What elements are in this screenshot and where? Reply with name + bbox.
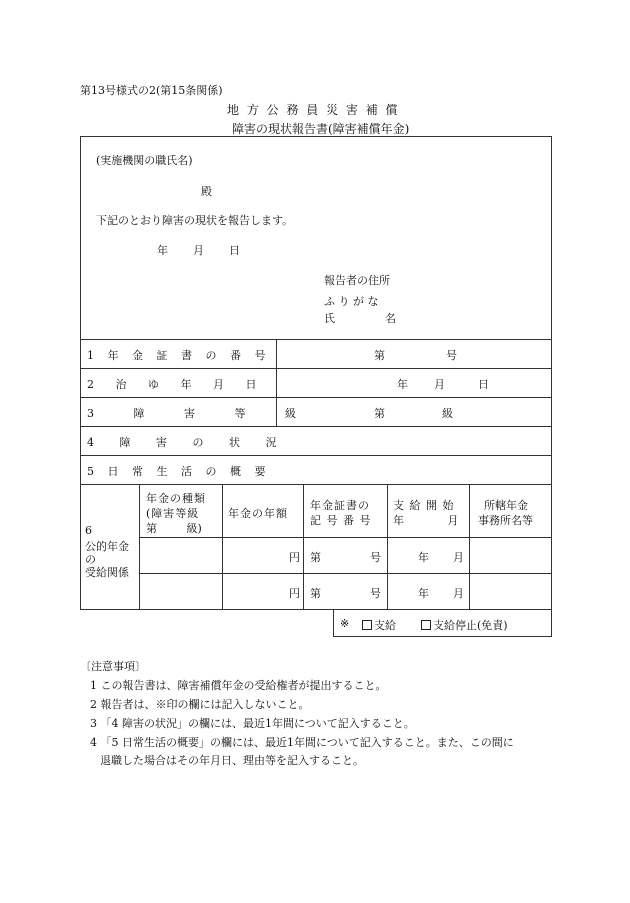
recipient-label: (実施機関の職氏名) <box>96 154 193 167</box>
pension-section-label-3: 受給関係 <box>85 566 129 579</box>
row2-month: 月 <box>434 378 445 391</box>
option-stop-label: 支給停止(免責) <box>433 619 508 632</box>
col-pension-type-3: 第 級) <box>146 522 202 535</box>
col-pension-type-2: (障害等級 <box>146 507 200 520</box>
row-b-dai: 第 <box>310 587 321 600</box>
statement-text: 下記のとおり障害の現状を報告します。 <box>96 214 294 227</box>
col-office-2: 事務所名等 <box>478 514 533 527</box>
col-cert-number-2: 記 号 番 号 <box>310 514 372 527</box>
row1-go: 号 <box>446 349 457 362</box>
row-b-yen: 円 <box>289 587 300 600</box>
row-a-year: 年 <box>418 551 429 564</box>
title-line2: 障害の現状報告書(障害補償年金) <box>232 122 410 136</box>
notes-heading: 〔注意事項〕 <box>80 660 146 673</box>
note-3: 3 「4 障害の状況」の欄には、最近1年間について記入すること。 <box>90 717 415 730</box>
row3-kyu: 級 <box>442 407 453 420</box>
pension-section-number: 6 <box>85 524 92 537</box>
row-b-go: 号 <box>370 587 381 600</box>
row1-dai: 第 <box>374 349 385 362</box>
option-pay-label: 支給 <box>374 619 396 632</box>
report-date-day: 日 <box>229 244 240 257</box>
row-a-dai: 第 <box>310 551 321 564</box>
furigana-label: ふ り が な <box>324 295 379 308</box>
col-pension-type-1: 年金の種類 <box>146 492 206 505</box>
note-4b: 退職した場合はその年月日、理由等を記入すること。 <box>100 754 364 767</box>
row5-label: 5 日 常 生 活 の 概 要 <box>87 465 266 478</box>
option-pay[interactable] <box>362 617 396 633</box>
row2-year: 年 <box>397 378 408 391</box>
col-cert-number-1: 年金証書の <box>310 499 370 512</box>
row1-label: 1 年 金 証 書 の 番 号 <box>87 349 271 362</box>
name-label-mei: 名 <box>385 312 396 325</box>
form-number: 第13号様式の2(第15条関係) <box>80 84 223 97</box>
checkbox-stop[interactable] <box>421 620 431 630</box>
row2-day: 日 <box>478 378 489 391</box>
official-use-mark: ※ <box>340 617 350 630</box>
pension-section-label-2: の <box>85 553 96 566</box>
name-label-shi: 氏 <box>324 312 335 325</box>
col-payment-start-2: 年 月 <box>393 514 459 527</box>
pension-section-label-1: 公的年金 <box>85 540 129 553</box>
note-2: 2 報告者は、※印の欄には記入しないこと。 <box>90 698 310 711</box>
col-pension-amount: 年金の年額 <box>228 507 288 520</box>
option-stop[interactable] <box>421 617 508 633</box>
row-b-month: 月 <box>453 587 464 600</box>
report-date-month: 月 <box>193 244 204 257</box>
row3-label: 3 障 害 等 級 <box>87 407 296 420</box>
row4-label: 4 障 害 の 状 況 <box>87 436 277 449</box>
report-date-year: 年 <box>157 244 168 257</box>
note-4a: 4 「5 日常生活の概要」の欄には、最近1年間について記入すること。また、この間に <box>90 736 514 749</box>
row2-label: 2 治 ゆ 年 月 日 <box>87 378 257 391</box>
row-a-yen: 円 <box>289 551 300 564</box>
row-a-month: 月 <box>453 551 464 564</box>
row-a-go: 号 <box>370 551 381 564</box>
col-payment-start-1: 支 給 開 始 <box>393 499 455 512</box>
row-b-year: 年 <box>418 587 429 600</box>
reporter-address-label: 報告者の住所 <box>324 274 390 287</box>
note-1: 1 この報告書は、障害補償年金の受給権者が提出すること。 <box>90 679 387 692</box>
checkbox-pay[interactable] <box>362 620 372 630</box>
title-line1: 地 方 公 務 員 災 害 補 償 <box>227 103 400 117</box>
row3-dai: 第 <box>374 407 385 420</box>
col-office-1: 所轄年金 <box>484 499 528 512</box>
dono-text: 殿 <box>201 185 212 198</box>
